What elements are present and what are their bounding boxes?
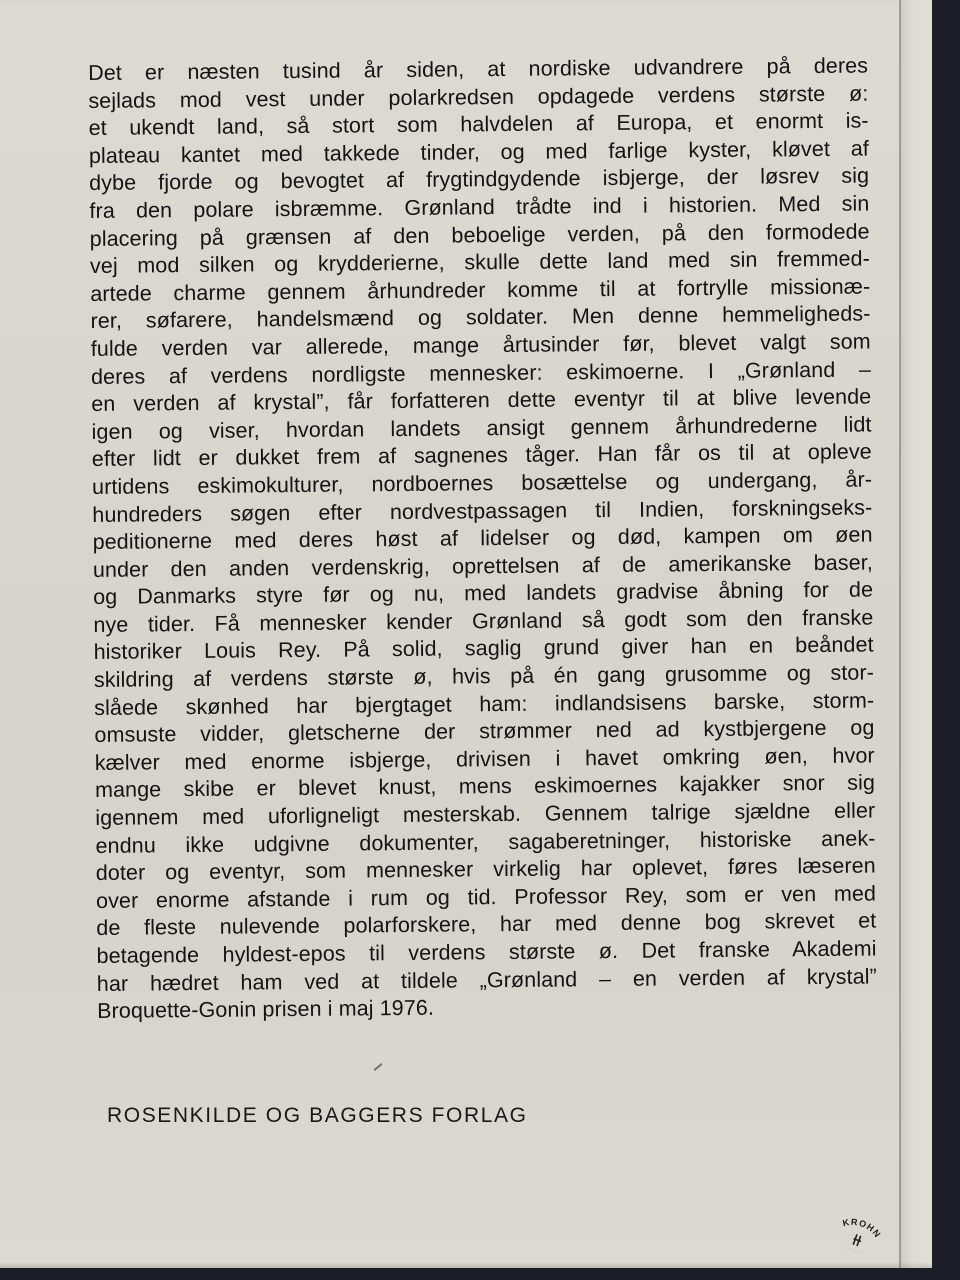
blurb-line: et ukendt land, så stort som halvdelen af Europa, et enormt is- xyxy=(88,108,869,141)
bookbinder-stamp-icon xyxy=(825,1210,891,1267)
blurb-line: betagende hyldest-epos til verdens største ø. Det franske Akademi xyxy=(96,936,877,968)
blurb-line: skildring af verdens største ø, hvis på én gang grusomme og stor- xyxy=(93,660,875,693)
pen-mark xyxy=(374,1063,383,1071)
blurb-line: efter lidt er dukket frem af sagnenes tåger. Han får os til at opleve xyxy=(91,439,872,472)
blurb-line: endnu ikke udgivne dokumenter, sagaberetninger, historiske anek- xyxy=(95,826,876,858)
svg-text:· · · · · · · · ·: · · · · · · · · · xyxy=(844,1245,862,1255)
blurb-line: peditionerne med deres høst af lidelser og død, kampen om øen xyxy=(92,522,873,555)
blurb-line: vej mod silken og krydderierne, skulle dette land med sin fremmed- xyxy=(89,246,871,279)
blurb-line: de fleste nulevende polarforskere, har med denne bog skrevet et xyxy=(96,908,877,941)
blurb-line: mange skibe er blevet knust, mens eskimoernes kajakker snor sig xyxy=(94,770,876,803)
blurb-line: rer, søfarere, handelsmænd og soldater. Men denne hemmeligheds- xyxy=(90,301,871,334)
blurb-line: historiker Louis Rey. På solid, saglig grund giver han en beåndet xyxy=(93,632,874,665)
blurb-line: over enorme afstande i rum og tid. Professor Rey, som er ven med xyxy=(95,881,877,913)
blurb-line: igen og viser, hvordan landets ansigt gennem århundrederne lidt xyxy=(91,412,872,444)
blurb-line: Broquette-Gonin prisen i maj 1976. xyxy=(97,995,435,1024)
blurb-line: har hædret ham ved at tildele „Grønland – en verden af krystal” xyxy=(96,964,877,996)
blurb-line: under den anden verdenskrig, oprettelsen af de amerikanske baser, xyxy=(92,550,873,582)
blurb-line: fra den polare isbræmme. Grønland trådte ind i historien. Med sin xyxy=(89,191,870,223)
blurb-line: nye tider. Få mennesker kender Grønland så godt som den franske xyxy=(93,605,874,637)
blurb-line: Det er næsten tusind år siden, at nordiske udvandrere på deres xyxy=(88,53,869,85)
blurb-text xyxy=(88,53,877,1026)
stamp-text: KROHN xyxy=(841,1216,884,1240)
publisher-name: ROSENKILDE OG BAGGERS FORLAG xyxy=(107,1104,528,1127)
blurb-line: placering på grænsen af den beboelige verden, på den formodede xyxy=(89,219,870,251)
blurb-line: en verden af krystal”, får forfatteren dette eventyr til at blive levende xyxy=(91,384,872,417)
blurb-line: omsuste vidder, gletscherne der strømmer ned ad kystbjergene og xyxy=(94,715,875,748)
blurb-line: og Danmarks styre før og nu, med landets gradvise åbning for de xyxy=(93,577,874,610)
blurb-line: deres af verdens nordligste mennesker: eskimoerne. I „Grønland – xyxy=(90,357,872,389)
blurb-line: fulde verden var allerede, mange årtusinder før, blevet valgt som xyxy=(90,329,871,361)
cover-flap-strip xyxy=(900,0,932,1268)
blurb-line: sejlads mod vest under polarkredsen opdagede verdens største ø: xyxy=(88,81,869,113)
blurb-line: kælver med enorme isbjerge, drivisen i havet omkring øen, hvor xyxy=(94,743,875,775)
blurb-line: urtidens eskimokulturer, nordboernes bosættelse og undergang, år- xyxy=(91,467,873,499)
blurb-line: artede charme gennem århundreder komme til at fortrylle missionæ- xyxy=(90,274,871,306)
fold-line xyxy=(899,0,901,1268)
blurb-line: doter og eventyr, som mennesker virkelig har oplevet, føres læseren xyxy=(95,853,876,886)
blurb-line: slåede skønhed har bjergtaget ham: indlandsisens barske, storm- xyxy=(94,688,875,720)
blurb-line: hundreders søgen efter nordvestpassagen til Indien, forskningseks- xyxy=(92,494,873,527)
blurb-line: plateau kantet med takkede tinder, og med farlige kyster, kløvet af xyxy=(88,136,869,168)
svg-text:KROHN xyxy=(839,1212,886,1242)
blurb-line: igennem med uforligneligt mesterskab. Gennem talrige sjældne eller xyxy=(95,798,876,830)
blurb-line: dybe fjorde og bevogtet af frygtindgydende isbjerge, der løsrev sig xyxy=(89,163,870,196)
